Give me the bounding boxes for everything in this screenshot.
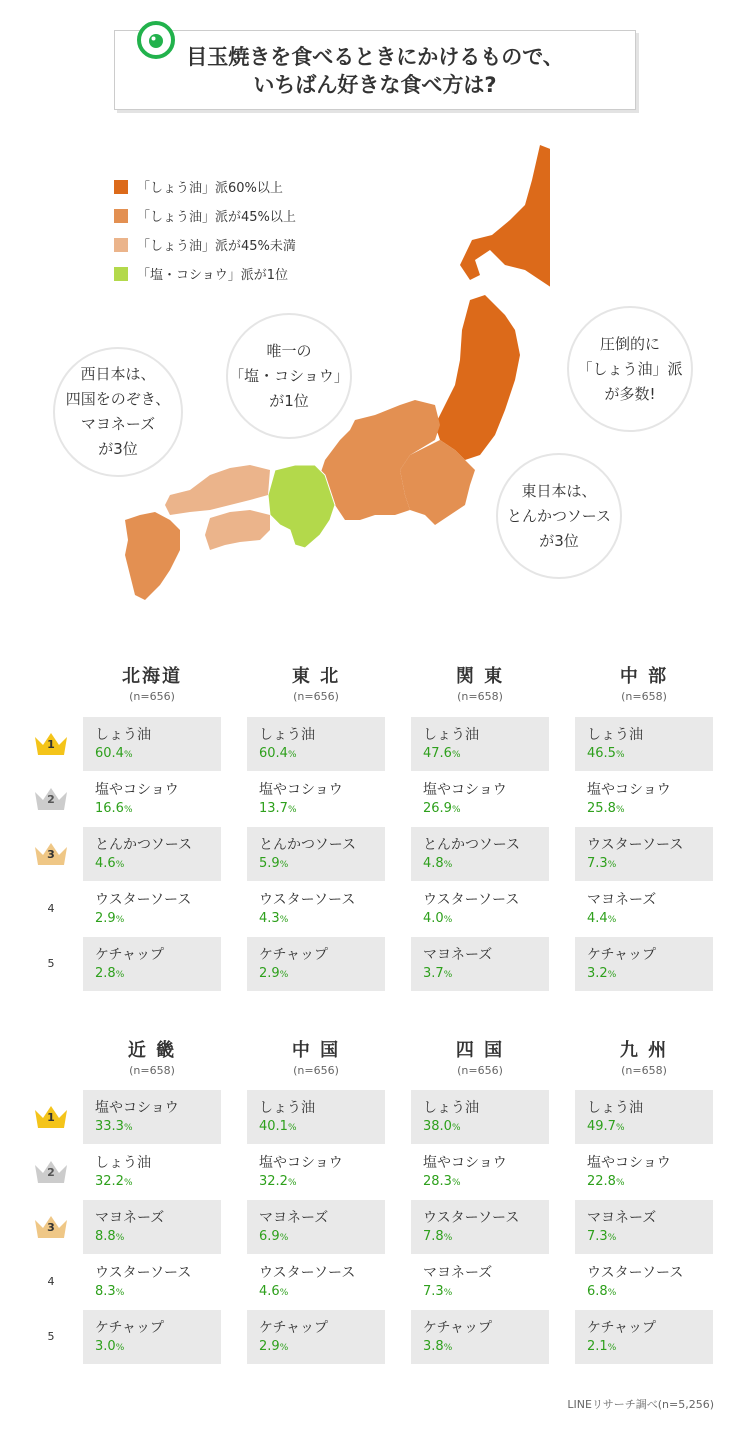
item-name: 塩やコショウ	[95, 1100, 179, 1116]
item-percentage	[95, 744, 221, 765]
region-name: 四 国	[455, 1040, 505, 1061]
rank-number: 3	[47, 1221, 55, 1234]
region-sample-size: (n=656)	[293, 1064, 339, 1077]
item-percentage	[259, 964, 385, 985]
percentage-unit: %	[615, 750, 625, 760]
item-name: しょう油	[95, 727, 151, 743]
percentage-value: 7.3	[423, 1284, 444, 1299]
percentage-value: 4.6	[95, 856, 116, 871]
egg-icon	[136, 20, 176, 60]
ranking-cell	[247, 882, 385, 936]
rank-crown-icon	[31, 782, 71, 814]
bubble-line: が多数!	[604, 384, 656, 403]
map-region-kyushu	[125, 512, 180, 600]
percentage-unit: %	[615, 1178, 625, 1188]
map-region-tohoku	[435, 295, 520, 460]
percentage-value: 2.8	[95, 966, 116, 981]
item-name: 塩やコショウ	[423, 782, 507, 798]
ranking-cell	[247, 827, 385, 881]
map-region-shikoku	[205, 510, 270, 550]
percentage-unit: %	[443, 860, 453, 870]
percentage-unit: %	[279, 970, 289, 980]
rank-crown-icon	[31, 727, 71, 759]
ranking-cell	[247, 1310, 385, 1364]
percentage-unit: %	[123, 1123, 133, 1133]
ranking-cell	[83, 1200, 221, 1254]
bubble-line: マヨネーズ	[80, 415, 156, 433]
percentage-value: 4.3	[259, 911, 280, 926]
region-header	[579, 662, 709, 703]
ranking-cell	[411, 717, 549, 771]
item-name: しょう油	[95, 1155, 151, 1171]
ranking-cell	[575, 772, 713, 826]
region-sample-size: (n=658)	[621, 690, 667, 703]
ranking-cell	[575, 827, 713, 881]
bubble-east	[496, 453, 622, 579]
percentage-value: 32.2	[259, 1174, 288, 1189]
percentage-unit: %	[123, 750, 133, 760]
region-sample-size: (n=658)	[457, 690, 503, 703]
ranking-cell	[83, 1255, 221, 1309]
item-percentage	[423, 1282, 549, 1303]
ranking-cell	[83, 1145, 221, 1199]
item-percentage	[587, 1282, 713, 1303]
region-sample-size: (n=658)	[129, 1064, 175, 1077]
item-percentage	[95, 1337, 221, 1358]
ranking-cell	[247, 772, 385, 826]
ranking-cell	[575, 1200, 713, 1254]
item-percentage	[587, 799, 713, 820]
percentage-value: 3.8	[423, 1339, 444, 1354]
percentage-unit: %	[451, 1178, 461, 1188]
item-percentage	[259, 909, 385, 930]
legend-label: 「しょう油」派が45%以上	[137, 210, 296, 225]
percentage-value: 49.7	[587, 1119, 616, 1134]
percentage-unit: %	[115, 1233, 125, 1243]
item-name: マヨネーズ	[423, 947, 493, 963]
bubble-line: 四国をのぞき、	[65, 390, 171, 408]
item-percentage	[259, 799, 385, 820]
map-region-hokkaido	[460, 145, 550, 290]
percentage-unit: %	[123, 805, 133, 815]
region-header	[415, 662, 545, 703]
percentage-value: 28.3	[423, 1174, 452, 1189]
item-name: ケチャップ	[587, 947, 657, 963]
ranking-cell	[575, 717, 713, 771]
rank-number: 4	[47, 1275, 55, 1288]
bubble-line: 東日本は、	[521, 481, 597, 500]
percentage-value: 60.4	[95, 746, 124, 761]
percentage-value: 46.5	[587, 746, 616, 761]
item-percentage	[587, 1337, 713, 1358]
item-percentage	[95, 1172, 221, 1193]
rank-number: 2	[47, 793, 55, 806]
item-name: しょう油	[423, 727, 479, 743]
legend-label: 「塩・コショウ」派が1位	[137, 268, 289, 283]
item-percentage	[259, 854, 385, 875]
region-name: 近 畿	[127, 1040, 177, 1061]
ranking-cell	[411, 1310, 549, 1364]
percentage-unit: %	[607, 1233, 617, 1243]
legend-label: 「しょう油」派が45%未満	[137, 239, 296, 254]
region-header	[579, 1036, 709, 1077]
rank-number: 1	[47, 738, 55, 751]
percentage-unit: %	[287, 805, 297, 815]
bubble-line: 「塩・コショウ」	[229, 366, 349, 385]
percentage-value: 7.3	[587, 1229, 608, 1244]
region-name: 北海道	[122, 666, 182, 687]
percentage-unit: %	[443, 915, 453, 925]
item-name: ウスターソース	[95, 1265, 192, 1281]
item-percentage	[587, 1227, 713, 1248]
ranking-cell	[83, 1310, 221, 1364]
item-name: ウスターソース	[423, 892, 520, 908]
region-sample-size: (n=656)	[457, 1064, 503, 1077]
percentage-unit: %	[279, 915, 289, 925]
bubble-line: が3位	[539, 531, 579, 550]
item-name: ケチャップ	[423, 1320, 493, 1336]
region-header	[251, 662, 381, 703]
percentage-value: 4.6	[259, 1284, 280, 1299]
item-percentage	[259, 1282, 385, 1303]
percentage-unit: %	[607, 860, 617, 870]
item-percentage	[587, 964, 713, 985]
percentage-unit: %	[279, 1288, 289, 1298]
bubble-line: 「しょう油」派	[577, 359, 683, 378]
ranking-cell	[83, 827, 221, 881]
item-name: 塩やコショウ	[95, 782, 179, 798]
percentage-value: 6.8	[587, 1284, 608, 1299]
ranking-cell	[411, 1090, 549, 1144]
bubble-west	[53, 347, 183, 477]
percentage-value: 4.4	[587, 911, 608, 926]
percentage-value: 38.0	[423, 1119, 452, 1134]
percentage-value: 13.7	[259, 801, 288, 816]
percentage-unit: %	[615, 1123, 625, 1133]
item-name: ケチャップ	[95, 1320, 165, 1336]
ranking-cell	[411, 1255, 549, 1309]
percentage-value: 2.9	[259, 1339, 280, 1354]
rank-number: 5	[47, 1330, 55, 1343]
item-percentage	[423, 1227, 549, 1248]
item-percentage	[423, 1172, 549, 1193]
percentage-unit: %	[123, 1178, 133, 1188]
rank-number: 1	[47, 1111, 55, 1124]
percentage-unit: %	[287, 1178, 297, 1188]
item-percentage	[95, 964, 221, 985]
ranking-cell	[411, 937, 549, 991]
percentage-value: 7.8	[423, 1229, 444, 1244]
item-name: マヨネーズ	[587, 1210, 657, 1226]
percentage-value: 25.8	[587, 801, 616, 816]
item-name: しょう油	[259, 1100, 315, 1116]
percentage-value: 22.8	[587, 1174, 616, 1189]
percentage-value: 4.8	[423, 856, 444, 871]
percentage-unit: %	[443, 1233, 453, 1243]
ranking-cell	[247, 937, 385, 991]
rank-number: 2	[47, 1166, 55, 1179]
region-name: 中 部	[619, 666, 669, 687]
ranking-cell	[575, 1310, 713, 1364]
bubble-north	[567, 306, 693, 432]
percentage-value: 60.4	[259, 746, 288, 761]
item-name: マヨネーズ	[95, 1210, 165, 1226]
item-name: ウスターソース	[587, 837, 684, 853]
item-name: 塩やコショウ	[587, 782, 671, 798]
percentage-value: 16.6	[95, 801, 124, 816]
ranking-cell	[247, 1090, 385, 1144]
ranking-cell	[575, 1255, 713, 1309]
map-region-chugoku	[165, 465, 270, 515]
ranking-cell	[83, 882, 221, 936]
ranking-cell	[411, 772, 549, 826]
item-name: ケチャップ	[259, 1320, 329, 1336]
rank-crown-icon	[31, 1100, 71, 1132]
ranking-cell	[575, 1090, 713, 1144]
ranking-cell	[411, 1145, 549, 1199]
ranking-cell	[247, 1255, 385, 1309]
legend-label: 「しょう油」派60%以上	[137, 181, 283, 196]
item-percentage	[587, 1172, 713, 1193]
percentage-unit: %	[443, 1288, 453, 1298]
rank-number: 4	[47, 902, 55, 915]
rank-crown-icon	[31, 1210, 71, 1242]
ranking-cell	[247, 1145, 385, 1199]
percentage-value: 3.7	[423, 966, 444, 981]
item-percentage	[423, 964, 549, 985]
item-name: マヨネーズ	[259, 1210, 329, 1226]
item-name: しょう油	[587, 727, 643, 743]
percentage-unit: %	[115, 915, 125, 925]
bubble-kinki	[226, 313, 352, 439]
percentage-value: 8.8	[95, 1229, 116, 1244]
item-percentage	[423, 1117, 549, 1138]
percentage-unit: %	[115, 1288, 125, 1298]
percentage-unit: %	[279, 860, 289, 870]
item-name: ウスターソース	[587, 1265, 684, 1281]
ranking-cell	[83, 1090, 221, 1144]
ranking-cell	[83, 772, 221, 826]
region-header	[415, 1036, 545, 1077]
percentage-unit: %	[607, 915, 617, 925]
item-percentage	[259, 1227, 385, 1248]
ranking-cell	[411, 1200, 549, 1254]
bubble-line: 圧倒的に	[599, 334, 660, 353]
item-name: しょう油	[259, 727, 315, 743]
percentage-unit: %	[451, 805, 461, 815]
percentage-value: 5.9	[259, 856, 280, 871]
percentage-value: 33.3	[95, 1119, 124, 1134]
region-header	[87, 1036, 217, 1077]
percentage-unit: %	[443, 1343, 453, 1353]
ranking-cell	[575, 937, 713, 991]
item-percentage	[423, 744, 549, 765]
title-line-2: いちばん好きな食べ方は?	[253, 73, 497, 97]
item-name: ケチャップ	[259, 947, 329, 963]
item-name: 塩やコショウ	[587, 1155, 671, 1171]
item-name: とんかつソース	[259, 837, 357, 853]
item-name: ウスターソース	[259, 892, 356, 908]
item-percentage	[423, 854, 549, 875]
region-name: 東 北	[291, 666, 341, 687]
bubble-line: とんかつソース	[507, 506, 611, 525]
bubble-line: 唯一の	[266, 341, 312, 360]
rank-crown-icon	[31, 1155, 71, 1187]
ranking-cell	[247, 1200, 385, 1254]
item-name: 塩やコショウ	[259, 782, 343, 798]
item-name: マヨネーズ	[587, 892, 657, 908]
region-header	[251, 1036, 381, 1077]
percentage-unit: %	[287, 750, 297, 760]
ranking-cell	[575, 1145, 713, 1199]
item-name: ウスターソース	[95, 892, 192, 908]
ranking-cell	[247, 717, 385, 771]
item-name: しょう油	[587, 1100, 643, 1116]
percentage-unit: %	[443, 970, 453, 980]
bubble-line: が1位	[269, 391, 309, 410]
item-name: マヨネーズ	[423, 1265, 493, 1281]
source-note: LINEリサーチ調べ(n=5,256)	[567, 1398, 714, 1411]
percentage-value: 6.9	[259, 1229, 280, 1244]
percentage-unit: %	[607, 970, 617, 980]
ranking-cell	[411, 882, 549, 936]
percentage-value: 2.9	[259, 966, 280, 981]
item-percentage	[95, 1227, 221, 1248]
item-name: ウスターソース	[259, 1265, 356, 1281]
percentage-value: 32.2	[95, 1174, 124, 1189]
bubble-line: 西日本は、	[80, 365, 156, 383]
item-percentage	[259, 1337, 385, 1358]
percentage-unit: %	[451, 1123, 461, 1133]
rank-crown-icon	[31, 837, 71, 869]
percentage-value: 7.3	[587, 856, 608, 871]
ranking-cell	[411, 827, 549, 881]
percentage-unit: %	[115, 1343, 125, 1353]
region-name: 九 州	[619, 1040, 669, 1061]
percentage-value: 26.9	[423, 801, 452, 816]
percentage-value: 4.0	[423, 911, 444, 926]
item-percentage	[259, 744, 385, 765]
percentage-unit: %	[607, 1288, 617, 1298]
item-name: とんかつソース	[423, 837, 521, 853]
title-line-1: 目玉焼きを食べるときにかけるもので、	[186, 45, 564, 69]
percentage-value: 3.2	[587, 966, 608, 981]
percentage-unit: %	[279, 1343, 289, 1353]
map-region-kinki	[268, 465, 335, 548]
item-name: ケチャップ	[95, 947, 165, 963]
percentage-unit: %	[615, 805, 625, 815]
percentage-value: 2.9	[95, 911, 116, 926]
item-percentage	[423, 909, 549, 930]
item-name: 塩やコショウ	[423, 1155, 507, 1171]
percentage-unit: %	[115, 860, 125, 870]
item-percentage	[587, 744, 713, 765]
rank-number: 5	[47, 957, 55, 970]
item-name: しょう油	[423, 1100, 479, 1116]
page-title	[115, 43, 635, 99]
region-header	[87, 662, 217, 703]
region-sample-size: (n=656)	[129, 690, 175, 703]
item-name: とんかつソース	[95, 837, 193, 853]
item-percentage	[95, 799, 221, 820]
item-percentage	[587, 1117, 713, 1138]
percentage-value: 47.6	[423, 746, 452, 761]
item-percentage	[259, 1172, 385, 1193]
item-percentage	[587, 854, 713, 875]
item-name: ケチャップ	[587, 1320, 657, 1336]
title-box	[114, 30, 636, 110]
item-percentage	[587, 909, 713, 930]
region-name: 関 東	[455, 666, 505, 687]
item-percentage	[423, 1337, 549, 1358]
percentage-unit: %	[279, 1233, 289, 1243]
bubble-line: が3位	[98, 440, 138, 458]
percentage-value: 40.1	[259, 1119, 288, 1134]
ranking-cell	[575, 882, 713, 936]
percentage-unit: %	[287, 1123, 297, 1133]
item-name: ウスターソース	[423, 1210, 520, 1226]
percentage-unit: %	[115, 970, 125, 980]
item-percentage	[95, 854, 221, 875]
percentage-unit: %	[451, 750, 461, 760]
item-percentage	[423, 799, 549, 820]
region-sample-size: (n=656)	[293, 690, 339, 703]
item-percentage	[95, 1117, 221, 1138]
item-percentage	[95, 1282, 221, 1303]
item-percentage	[95, 909, 221, 930]
percentage-unit: %	[607, 1343, 617, 1353]
percentage-value: 8.3	[95, 1284, 116, 1299]
item-percentage	[259, 1117, 385, 1138]
region-sample-size: (n=658)	[621, 1064, 667, 1077]
percentage-value: 3.0	[95, 1339, 116, 1354]
region-name: 中 国	[291, 1040, 341, 1061]
ranking-cell	[83, 717, 221, 771]
ranking-cell	[83, 937, 221, 991]
percentage-value: 2.1	[587, 1339, 608, 1354]
rank-number: 3	[47, 848, 55, 861]
item-name: 塩やコショウ	[259, 1155, 343, 1171]
